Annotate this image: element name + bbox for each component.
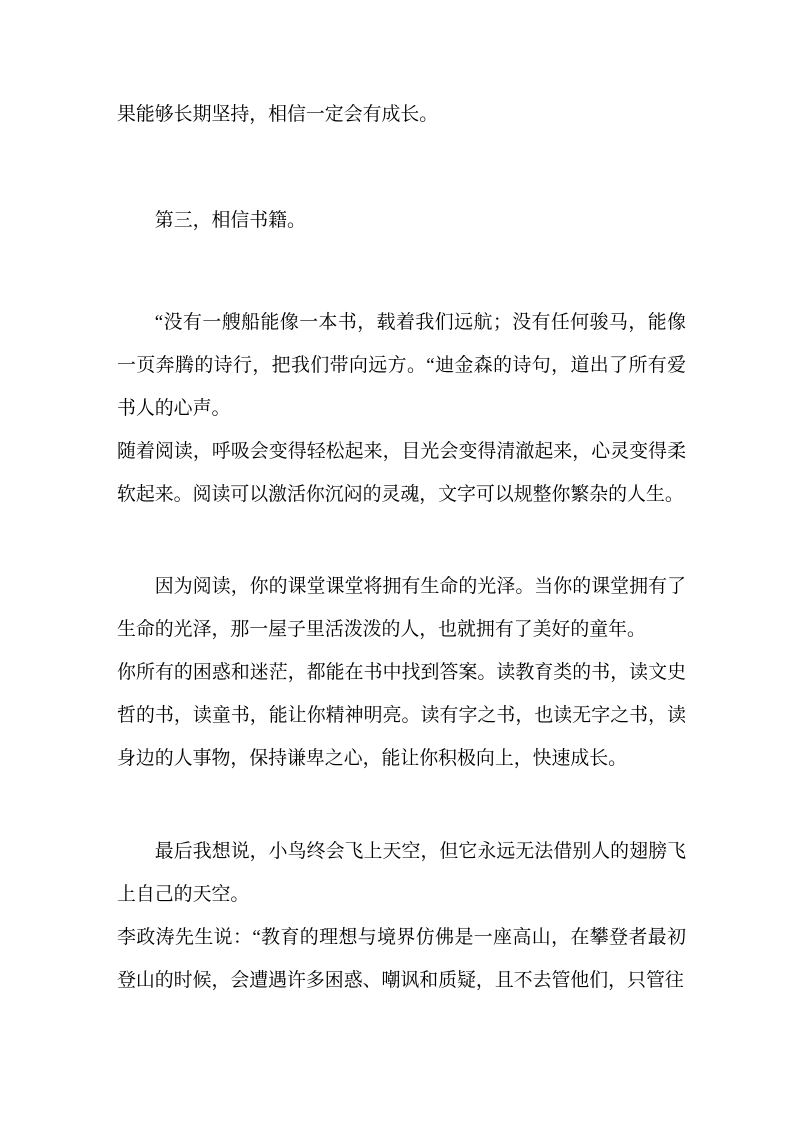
- paragraph-dickinson-quote: “没有一艘船能像一本书，载着我们远航；没有任何骏马，能像一页奔腾的诗行，把我们带向远方。“迪金森的诗句，道出了所有爱书人的心声。: [117, 312, 686, 419]
- paragraph-lizhengtao-quote: 李政涛先生说：“教育的理想与境界仿佛是一座高山，在攀登者最初登山的时候，会遭遇许多困惑、嘲讽和质疑，且不去管他们，只管往: [117, 927, 686, 991]
- paragraph-answers-in-books: 你所有的困惑和迷茫，都能在书中找到答案。读教育类的书，读文史哲的书，读童书，能让你精神明亮。读有字之书，也读无字之书，读身边的人事物，保持谦卑之心，能让你积极向上，快速成长。: [117, 662, 686, 769]
- paragraph-continuation: 果能够长期坚持，相信一定会有成长。: [117, 104, 439, 125]
- paragraph-classroom-luster: 因为阅读，你的课堂课堂将拥有生命的光泽。当你的课堂拥有了生命的光泽，那一屋子里活泼泼的人，也就拥有了美好的童年。: [117, 576, 686, 640]
- paragraph-bird-metaphor: 最后我想说，小鸟终会飞上天空，但它永远无法借别人的翅膀飞上自己的天空。: [117, 841, 686, 905]
- paragraph-heading-third-point: 第三，相信书籍。: [154, 210, 306, 231]
- paragraph-reading-effects: 随着阅读，呼吸会变得轻松起来，目光会变得清澈起来，心灵变得柔软起来。阅读可以激活你沉闷的灵魂，文字可以规整你繁杂的人生。: [117, 441, 686, 505]
